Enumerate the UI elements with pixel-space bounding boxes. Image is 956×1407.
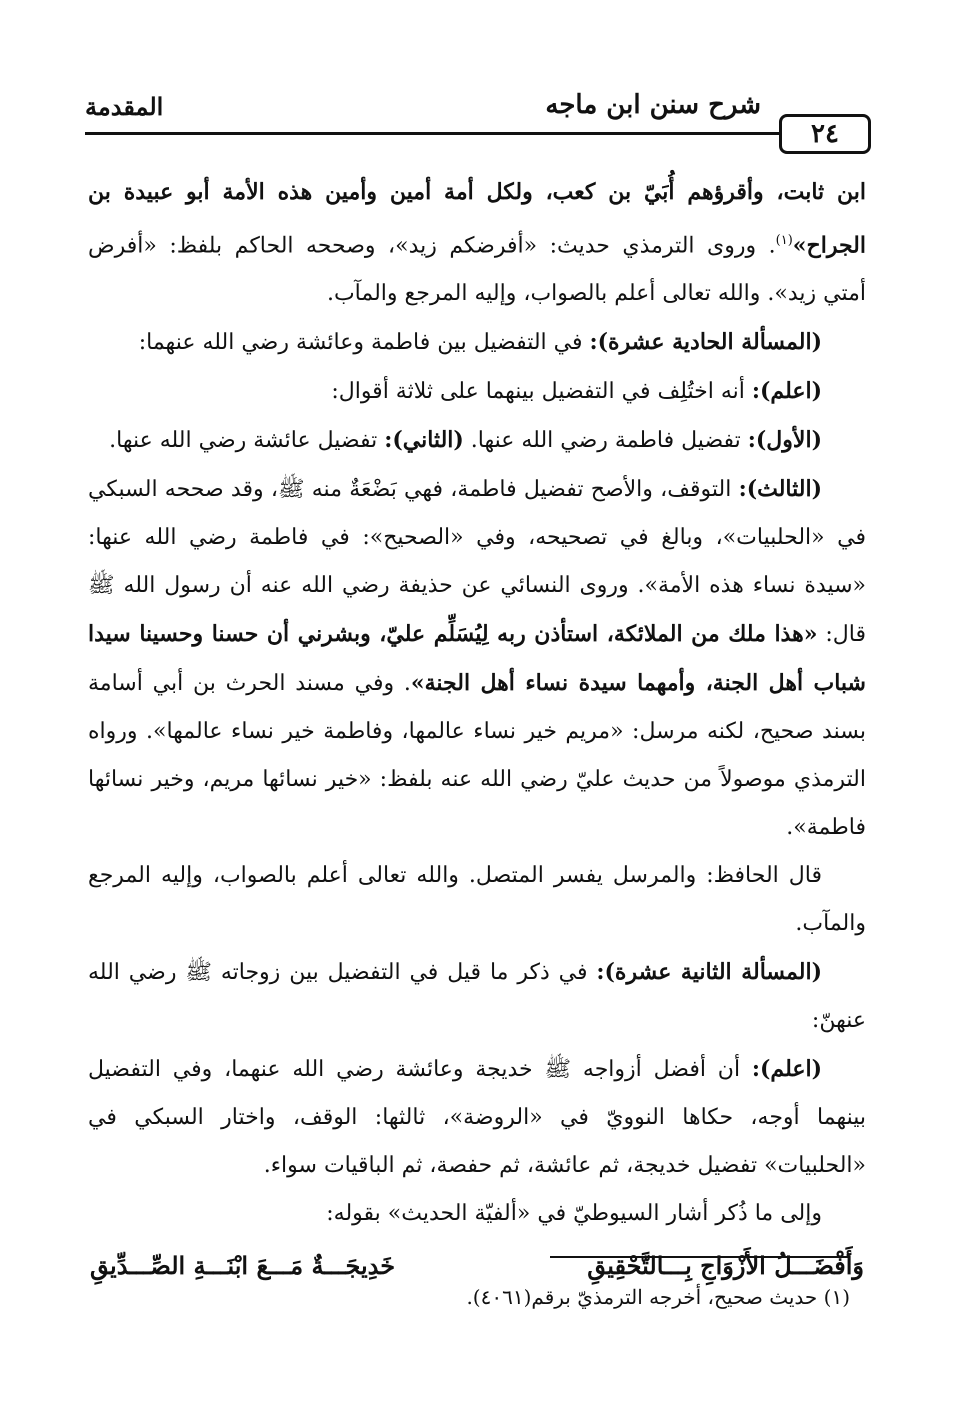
know-2-label: (اعلم):: [751, 1056, 823, 1083]
footnote-ref: (١): [775, 233, 793, 248]
verse-second-hemistich: خَدِيجَـــةٌ مَـــعَ ابْنَـــةِ الصِّـــدِّيقِ: [90, 1251, 396, 1281]
footnote: (١) حديث صحيح، أخرجه الترمذيّ برقم(٤٠٦١).: [466, 1285, 850, 1309]
paragraph-question-11: [88, 318, 866, 367]
page-header: [85, 88, 871, 158]
paragraph-suyuti: [88, 1190, 866, 1238]
intro-text: ابن ثابت، وأقرؤهم أُبَيّ بن كعب، ولكل أمة أمين وأمين هذه الأمة أبو عبيدة بن الجراح»: [88, 179, 866, 259]
paragraph-opinion-3: [88, 465, 866, 852]
question-11-text: في التفضيل بين فاطمة وعائشة رضي الله عنهما:: [138, 330, 590, 356]
hafiz-text: قال الحافظ: والمرسل يفسر المتصل. والله تعالى أعلم بالصواب، وإليه المرجع والمآب.: [88, 863, 866, 937]
question-12-title: (المسألة الثانية عشرة):: [596, 959, 822, 986]
intro-rest: . وروى الترمذي حديث: «أفرضكم زيد»، وصححه الحاكم بلفظ: «أفرض أمتي زيد». والله تعالى أعلم بالصواب، وإليه المرجع والمآب.: [88, 233, 866, 307]
page-number: ٢٤: [811, 119, 839, 149]
header-rule: [85, 132, 779, 135]
first-label: (الأول):: [747, 427, 822, 454]
second-label: (الثاني):: [384, 427, 464, 454]
book-title: شرح سنن ابن ماجه: [545, 90, 761, 120]
paragraph-intro: [88, 168, 866, 318]
verse-first-hemistich: وَأَفْضَـــلُ الأَزْوَاجِ بِـــالتَّحْقِيقِ: [587, 1251, 864, 1281]
know-1-text: أنه اختُلِف في التفضيل بينهما على ثلاثة أقوال:: [331, 379, 752, 405]
third-text-a: التوقف، والأصح تفضيل فاطمة، فهي بَضْعَةٌ منه ﷺ، وقد صححه السبكي في «الحلبيات»، وبالغ في تصحيحه، وفي «الصحيح»: في فاطمة رضي الله عنها: «سيدة نساء هذه الأمة». وروى النسائي عن حذيفة رضي الله عنه أن رسول الله ﷺ قال:: [88, 477, 867, 648]
main-text: [88, 168, 866, 1290]
know-2-text: أن أفضل أزواجه ﷺ خديجة وعائشة رضي الله عنهما، وفي التفضيل بينهما أوجه، حكاها النوويّ في «الروضة»، ثالثها: الوقف، واختار السبكي في «الحلبيات» تفضيل خديجة، ثم عائشة، ثم حفصة، ثم الباقيات سواء.: [88, 1057, 866, 1179]
third-label: (الثالث):: [738, 476, 822, 503]
hadith-quote: «هذا ملك من الملائكة، استأذن ربه لِيُسَلِّم عليّ، وبشرني أن حسنا وحسينا سيدا شباب أهل الجنة، وأمهما سيدة نساء أهل الجنة»: [88, 621, 866, 697]
suyuti-text: وإلى ما ذُكر أشار السيوطيّ في «ألفيّة الحديث» بقوله:: [326, 1201, 822, 1227]
first-text: تفضيل فاطمة رضي الله عنها.: [463, 428, 748, 454]
paragraph-opinions-1-2: [88, 416, 866, 465]
footnote-rule: [550, 1256, 850, 1258]
third-text-b: . وفي مسند الحرث بن أبي أسامة بسند صحيح، لكنه مرسل: «مريم خير نساء عالمها، وفاطمة خير نساء عالمها». ورواه الترمذي موصولاً من حديث عليّ رضي الله عنه بلفظ: «خير نسائها مريم، وخير نسائها فاطمة».: [88, 671, 866, 841]
question-11-title: (المسألة الحادية عشرة):: [589, 329, 822, 356]
question-12-text: في ذكر ما قيل في التفضيل بين زوجاته ﷺ رضي الله عنهنّ:: [88, 960, 866, 1034]
second-text: تفضيل عائشة رضي الله عنها.: [109, 428, 385, 454]
paragraph-question-12: [88, 948, 866, 1045]
know-1-label: (اعلم):: [751, 378, 822, 405]
paragraph-know-2: [88, 1045, 866, 1190]
page-number-box: [779, 114, 871, 154]
paragraph-hafiz: [88, 852, 866, 948]
paragraph-know-1: [88, 367, 866, 416]
section-title: المقدمة: [85, 92, 164, 121]
